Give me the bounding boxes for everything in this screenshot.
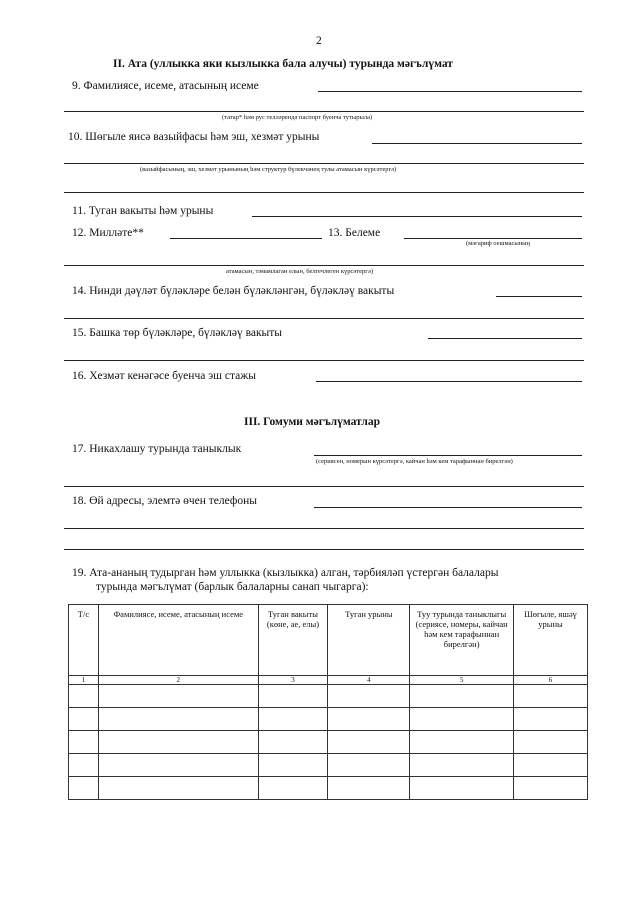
table-cell[interactable] <box>410 731 514 754</box>
table-cell[interactable] <box>98 777 258 800</box>
page-number: 2 <box>316 35 322 47</box>
field-10-label: 10. Шөгыле яисә вазыйфасы һәм эш, хезмәт урыны <box>68 131 320 143</box>
field-12-line[interactable] <box>170 238 322 239</box>
col-number: 5 <box>410 676 514 685</box>
field-17-note: (сериясен, номерын күрсәтергә, кайчан һәм кем тарафыннан бирелгән) <box>316 458 513 465</box>
table-cell[interactable] <box>514 708 588 731</box>
section-2-title: II. Ата (уллыкка яки кызлыкка бала алучы) турында мәгълүмат <box>113 58 453 70</box>
field-11-label: 11. Туган вакыты һәм урыны <box>72 205 214 217</box>
field-9-line-2[interactable] <box>64 111 584 112</box>
field-12-label: 12. Милләте** <box>72 227 144 239</box>
table-row[interactable] <box>69 685 588 708</box>
table-cell[interactable] <box>514 685 588 708</box>
field-13-note-2: атамасын, тәмамлаган елын, белгечлеген күрсәтергә) <box>226 268 373 275</box>
field-16-line[interactable] <box>316 381 582 382</box>
table-cell[interactable] <box>410 777 514 800</box>
table-cell[interactable] <box>258 685 328 708</box>
col-number: 4 <box>328 676 410 685</box>
field-14-label: 14. Нинди дәүләт бүләкләре белән бүләкләнгән, бүләкләү вакыты <box>72 285 395 297</box>
children-table <box>68 604 588 800</box>
field-18-line[interactable] <box>314 507 582 508</box>
field-10-line-2[interactable] <box>64 163 584 164</box>
field-13-line[interactable] <box>404 238 582 239</box>
table-cell[interactable] <box>328 685 410 708</box>
col-number: 1 <box>69 676 99 685</box>
table-cell[interactable] <box>410 685 514 708</box>
table-cell[interactable] <box>514 777 588 800</box>
field-9-label: 9. Фамилиясе, исеме, атасының исеме <box>72 80 259 92</box>
field-15-line-2[interactable] <box>64 360 584 361</box>
table-cell[interactable] <box>328 754 410 777</box>
table-cell[interactable] <box>69 685 99 708</box>
table-cell[interactable] <box>98 685 258 708</box>
field-10-note: (вазыйфасының, эш, хезмәт урынының һәм структур бүлекчәнең тулы атамасын күрсәтергә) <box>140 166 397 173</box>
field-15-line[interactable] <box>428 338 582 339</box>
field-10-line[interactable] <box>372 143 582 144</box>
header-birth-place: Туган урыны <box>328 605 410 676</box>
header-birth-certificate: Туу турында таныклыгы (сериясе, номеры, кайчан һәм кем тарафыннан бирелгән) <box>410 605 514 676</box>
table-header-row <box>69 605 588 676</box>
table-cell[interactable] <box>514 754 588 777</box>
table-row[interactable] <box>69 777 588 800</box>
header-name: Фамилиясе, исеме, атасының исеме <box>98 605 258 676</box>
field-18-label: 18. Өй адресы, элемтә өчен телефоны <box>72 495 257 507</box>
field-19-label-2: турында мәгълүмат (барлык балаларны санап чыгарга): <box>96 581 369 593</box>
header-birth-date: Туган вакыты (көне, ае, елы) <box>258 605 328 676</box>
field-17-label: 17. Никахлашу турында таныклык <box>72 443 242 455</box>
field-14-line[interactable] <box>496 296 582 297</box>
table-cell[interactable] <box>98 731 258 754</box>
table-cell[interactable] <box>410 708 514 731</box>
table-cell[interactable] <box>410 754 514 777</box>
field-18-line-2[interactable] <box>64 528 584 529</box>
table-cell[interactable] <box>328 708 410 731</box>
table-row[interactable] <box>69 731 588 754</box>
table-row[interactable] <box>69 708 588 731</box>
table-cell[interactable] <box>69 731 99 754</box>
field-17-line[interactable] <box>314 455 582 456</box>
header-num: Т/с <box>69 605 99 676</box>
table-cell[interactable] <box>98 708 258 731</box>
table-row[interactable] <box>69 754 588 777</box>
col-number: 3 <box>258 676 328 685</box>
table-number-row <box>69 676 588 685</box>
table-cell[interactable] <box>98 754 258 777</box>
field-14-line-2[interactable] <box>64 318 584 319</box>
field-19-label-1: 19. Ата-ананың тудырган һәм уллыкка (кызлыкка) алган, тәрбияләп үстергән балалары <box>72 567 499 579</box>
table-cell[interactable] <box>258 708 328 731</box>
field-16-label: 16. Хезмәт кенәгәсе буенча эш стажы <box>72 370 256 382</box>
col-number: 2 <box>98 676 258 685</box>
field-9-note: (татар* һәм рус телләрендә паспорт буенча тутырыла) <box>222 114 373 121</box>
table-cell[interactable] <box>258 731 328 754</box>
field-15-label: 15. Башка төр бүләкләре, бүләкләү вакыты <box>72 327 283 339</box>
field-10-line-3[interactable] <box>64 192 584 193</box>
table-cell[interactable] <box>328 777 410 800</box>
table-cell[interactable] <box>69 777 99 800</box>
table-cell[interactable] <box>258 754 328 777</box>
field-9-line[interactable] <box>318 91 582 92</box>
field-11-line[interactable] <box>252 216 582 217</box>
table-cell[interactable] <box>69 708 99 731</box>
table-cell[interactable] <box>514 731 588 754</box>
section-3-title: III. Гомуми мәгълүматлар <box>244 416 381 428</box>
table-cell[interactable] <box>328 731 410 754</box>
header-occupation: Шөгыле, яшәү урыны <box>514 605 588 676</box>
field-13-line-2[interactable] <box>64 265 584 266</box>
col-number: 6 <box>514 676 588 685</box>
field-18-line-3[interactable] <box>64 549 584 550</box>
table-cell[interactable] <box>258 777 328 800</box>
table-cell[interactable] <box>69 754 99 777</box>
field-13-note: (мәгариф оешмасының <box>466 240 531 247</box>
field-17-line-2[interactable] <box>64 486 584 487</box>
field-13-label: 13. Белеме <box>328 227 381 239</box>
